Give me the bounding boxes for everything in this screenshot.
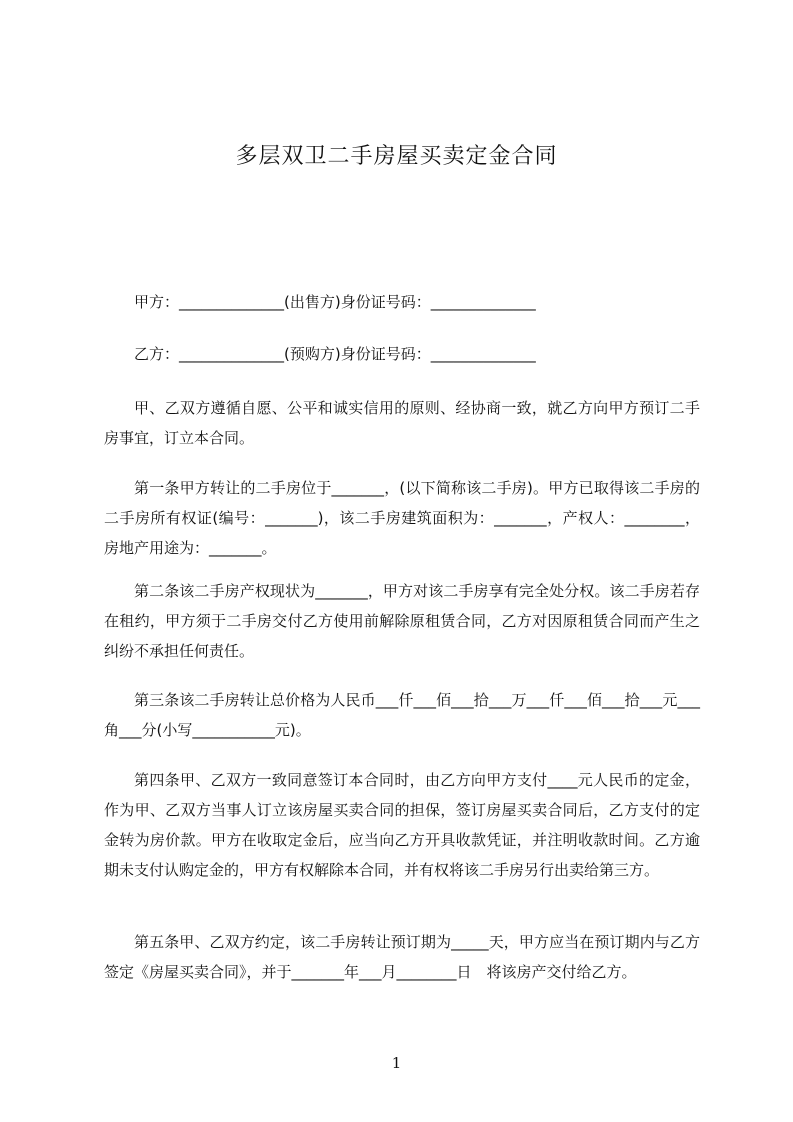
- intro-text: 甲、乙双方遵循自愿、公平和诚实信用的原则、经协商一致，就乙方向甲方预订二手房事宜，订立本合同。: [104, 399, 700, 447]
- article-4: [104, 765, 700, 885]
- document-title: 多层双卫二手房屋买卖定金合同: [235, 144, 558, 169]
- article-4-text: 第四条甲、乙双方一致同意签订本合同时，由乙方向甲方支付____元人民币的定金，作为甲、乙双方当事人订立该房屋买卖合同的担保，签订房屋买卖合同后，乙方支付的定金转为房价款。甲方在收取定金后，应当向乙方开具收款凭证，并注明收款时间。乙方逾期未支付认购定金的，甲方有权解除本合同，并有权将该二手房另行出卖给第三方。: [104, 771, 700, 879]
- article-1-text: 第一条甲方转让的二手房位于_______，(以下简称该二手房)。甲方已取得该二手房的二手房所有权证(编号：_______)，该二手房建筑面积为：_______，产权人：________，房地产用途为：_______。: [104, 479, 700, 557]
- intro-paragraph: [104, 393, 700, 453]
- party-a-line: [104, 287, 700, 317]
- article-3: [104, 685, 700, 745]
- article-5: [104, 927, 700, 987]
- party-b-text: 乙方：______________(预购方)身份证号码：______________: [134, 345, 536, 363]
- party-a-text: 甲方：______________(出售方)身份证号码：______________: [134, 293, 536, 311]
- article-2: [104, 576, 700, 666]
- article-3-text: 第三条该二手房转让总价格为人民币___仟___佰___拾___万___仟___佰___拾___元___角___分(小写___________元)。: [104, 691, 700, 739]
- party-b-line: [104, 339, 700, 369]
- article-1: [104, 473, 700, 563]
- page-number: 1: [391, 1054, 402, 1072]
- article-5-text: 第五条甲、乙双方约定，该二手房转让预订期为_____天，甲方应当在预订期内与乙方签定《房屋买卖合同》，并于_______年___月________日 将该房产交付给乙方。: [104, 933, 700, 981]
- article-2-text: 第二条该二手房产权现状为_______，甲方对该二手房享有完全处分权。该二手房若存在租约，甲方须于二手房交付乙方使用前解除原租赁合同，乙方对因原租赁合同而产生之纠纷不承担任何责任。: [104, 582, 700, 660]
